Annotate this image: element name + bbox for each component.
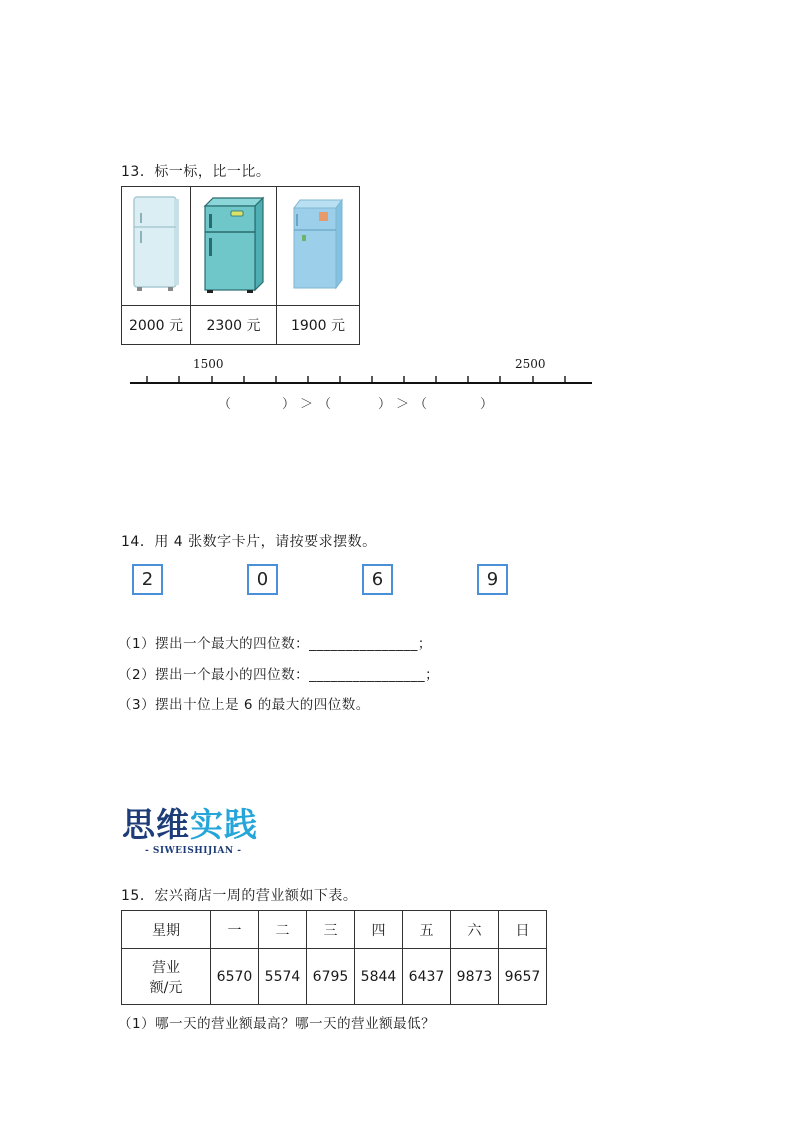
sales-table xyxy=(121,910,547,1005)
day-header: 五 xyxy=(403,911,451,949)
number-line-label-right: 2500 xyxy=(515,357,546,371)
q15-sub-1: （1）哪一天的营业额最高？哪一天的营业额最低？ xyxy=(118,1016,436,1032)
fridge-cell-2 xyxy=(191,187,277,306)
compare-paren-close-1: ） xyxy=(282,397,296,412)
fridge-cell-3 xyxy=(277,187,360,306)
number-line-label-left: 1500 xyxy=(193,357,224,371)
price-2: 2300 元 xyxy=(191,306,277,345)
compare-paren-open-1: （ xyxy=(218,397,232,412)
fridge-cell-1 xyxy=(122,187,191,306)
sales-value: 5574 xyxy=(259,949,307,1005)
compare-paren-open-3: （ xyxy=(414,397,428,412)
price-1: 2000 元 xyxy=(122,306,191,345)
q14-title: 14．用 4 张数字卡片，请按要求摆数。 xyxy=(121,534,377,550)
digit-card-9: 9 xyxy=(477,564,508,595)
price-3: 1900 元 xyxy=(277,306,360,345)
digit-card-0: 0 xyxy=(247,564,278,595)
logo-subtitle: - SIWEISHIJIAN - xyxy=(145,846,242,856)
fridge-3-icon xyxy=(288,194,348,294)
header-label: 星期 xyxy=(122,911,211,949)
number-line xyxy=(128,372,594,388)
day-header: 二 xyxy=(259,911,307,949)
compare-gt-1: ＞ xyxy=(300,397,314,412)
day-header: 六 xyxy=(451,911,499,949)
q15-title: 15．宏兴商店一周的营业额如下表。 xyxy=(121,888,358,904)
section-logo xyxy=(122,806,258,844)
compare-paren-open-2: （ xyxy=(318,397,332,412)
sales-value-row xyxy=(122,949,547,1005)
day-header: 日 xyxy=(499,911,547,949)
q14-item-2: （2）摆出一个最小的四位数：________________； xyxy=(118,667,440,683)
q14-item-1: （1）摆出一个最大的四位数：_______________； xyxy=(118,636,432,652)
fridge-table xyxy=(121,186,360,345)
sales-value: 9873 xyxy=(451,949,499,1005)
logo-part-1: 思维 xyxy=(122,805,190,844)
digit-card-6: 6 xyxy=(362,564,393,595)
sales-value: 9657 xyxy=(499,949,547,1005)
day-header: 一 xyxy=(211,911,259,949)
sales-value: 6437 xyxy=(403,949,451,1005)
q14-item-3: （3）摆出十位上是 6 的最大的四位数。 xyxy=(118,697,370,713)
sales-value: 6795 xyxy=(307,949,355,1005)
logo-part-2: 实践 xyxy=(190,805,258,844)
sales-header-row xyxy=(122,911,547,949)
day-header: 四 xyxy=(355,911,403,949)
day-header: 三 xyxy=(307,911,355,949)
digit-card-2: 2 xyxy=(132,564,163,595)
compare-paren-close-3: ） xyxy=(480,397,494,412)
fridge-2-icon xyxy=(201,194,267,294)
row-label xyxy=(122,949,211,1005)
sales-value: 5844 xyxy=(355,949,403,1005)
compare-gt-2: ＞ xyxy=(396,397,410,412)
row-label-line-2: 额/元 xyxy=(149,979,183,996)
q13-title: 13．标一标，比一比。 xyxy=(121,164,271,180)
compare-paren-close-2: ） xyxy=(378,397,392,412)
fridge-1-icon xyxy=(130,193,182,295)
row-label-line-1: 营业 xyxy=(152,959,180,976)
sales-value: 6570 xyxy=(211,949,259,1005)
